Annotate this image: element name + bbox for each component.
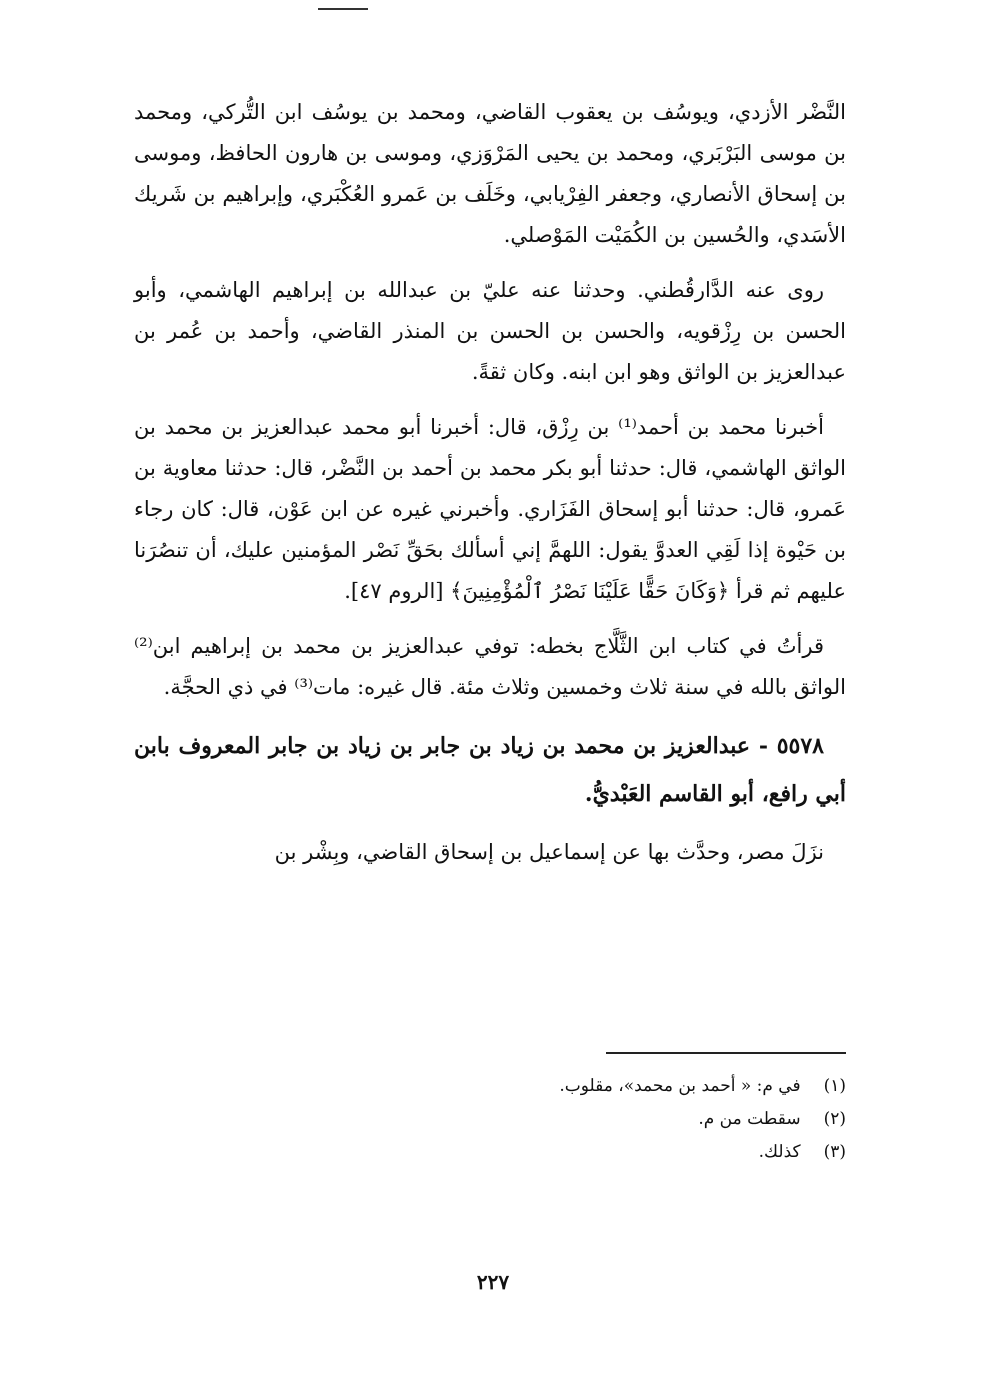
page-body	[134, 92, 846, 887]
footnote-number: (٢)	[823, 1109, 846, 1129]
footnote-number: (٣)	[823, 1142, 846, 1162]
footnote-number: (١)	[823, 1076, 846, 1096]
footnote-text: كذلك.	[758, 1142, 801, 1162]
footnote-text: في م: « أحمد بن محمد»، مقلوب.	[559, 1076, 801, 1096]
paragraph-narrators: روى عنه الدَّارقُطني. وحدثنا عنه عليّ بن عبدالله بن إبراهيم الهاشمي، وأبو الحسن بن رِزْقويه، والحسن بن الحسن بن المنذر القاضي، وأحمد بن عُمر بن عبدالعزيز بن الواثق وهو ابن ابنه. وكان ثقةً.	[134, 278, 846, 384]
footnote-2	[346, 1103, 846, 1136]
footnote-3	[346, 1136, 846, 1169]
footnote-rule	[606, 1052, 846, 1054]
footnote-1	[346, 1070, 846, 1103]
paragraph-death: قرأتُ في كتاب ابن الثَّلَّاج بخطه: توفي عبدالعزيز بن محمد بن إبراهيم ابن⁽²⁾ الواثق بالله في سنة ثلاث وخمسين وثلاث مئة. قال غيره: مات⁽³⁾ في ذي الحجَّة.	[134, 634, 846, 699]
paragraph-teachers: النَّضْر الأزدي، ويوسُف بن يعقوب القاضي، ومحمد بن يوسُف ابن التُّركي، ومحمد بن موسى البَرْبَري، ومحمد بن يحيى المَرْوَزي، وموسى بن هارون الحافظ، وموسى بن إسحاق الأنصاري، وجعفر الفِرْيابي، وخَلَف بن عَمرو العُكْبَري، وإبراهيم بن شَريك الأسَدي، والحُسين بن الكُمَيْت المَوْصلي.	[134, 100, 846, 247]
entry-heading: ٥٥٧٨ - عبدالعزيز بن محمد بن زياد بن جابر بن زياد بن جابر المعروف بابن أبي رافع، أبو القاسم العَبْديُّ.	[134, 733, 846, 807]
footnotes	[346, 1070, 846, 1169]
footnote-text: سقطت من م.	[698, 1109, 801, 1129]
paragraph-entry-start: نزَلَ مصر، وحدَّث بها عن إسماعيل بن إسحاق القاضي، وبِشْر بن	[274, 840, 824, 864]
header-rule	[318, 8, 368, 10]
paragraph-hadith: أخبرنا محمد بن أحمد⁽¹⁾ بن رِزْق، قال: أخبرنا أبو محمد عبدالعزيز بن محمد بن الواثق الهاشمي، قال: حدثنا أبو بكر محمد بن أحمد بن النَّضْر، قال: حدثنا معاوية بن عَمرو، قال: حدثنا أبو إسحاق الفَزَاري. وأخبرني غيره عن ابن عَوْن، قال: كان رجاء بن حَيْوة إذا لَقِي العدوَّ يقول: اللهمَّ إني أسألك بحَقِّ نَصْر المؤمنين عليك، أن تنصُرَنا عليهم ثم قرأ ﴿وَكَانَ حَقًّا عَلَيْنَا نَصْرُ ٱلْمُؤْمِنِينَ﴾ [الروم ٤٧].	[134, 415, 846, 603]
page-number: ٢٢٧	[476, 1270, 510, 1294]
